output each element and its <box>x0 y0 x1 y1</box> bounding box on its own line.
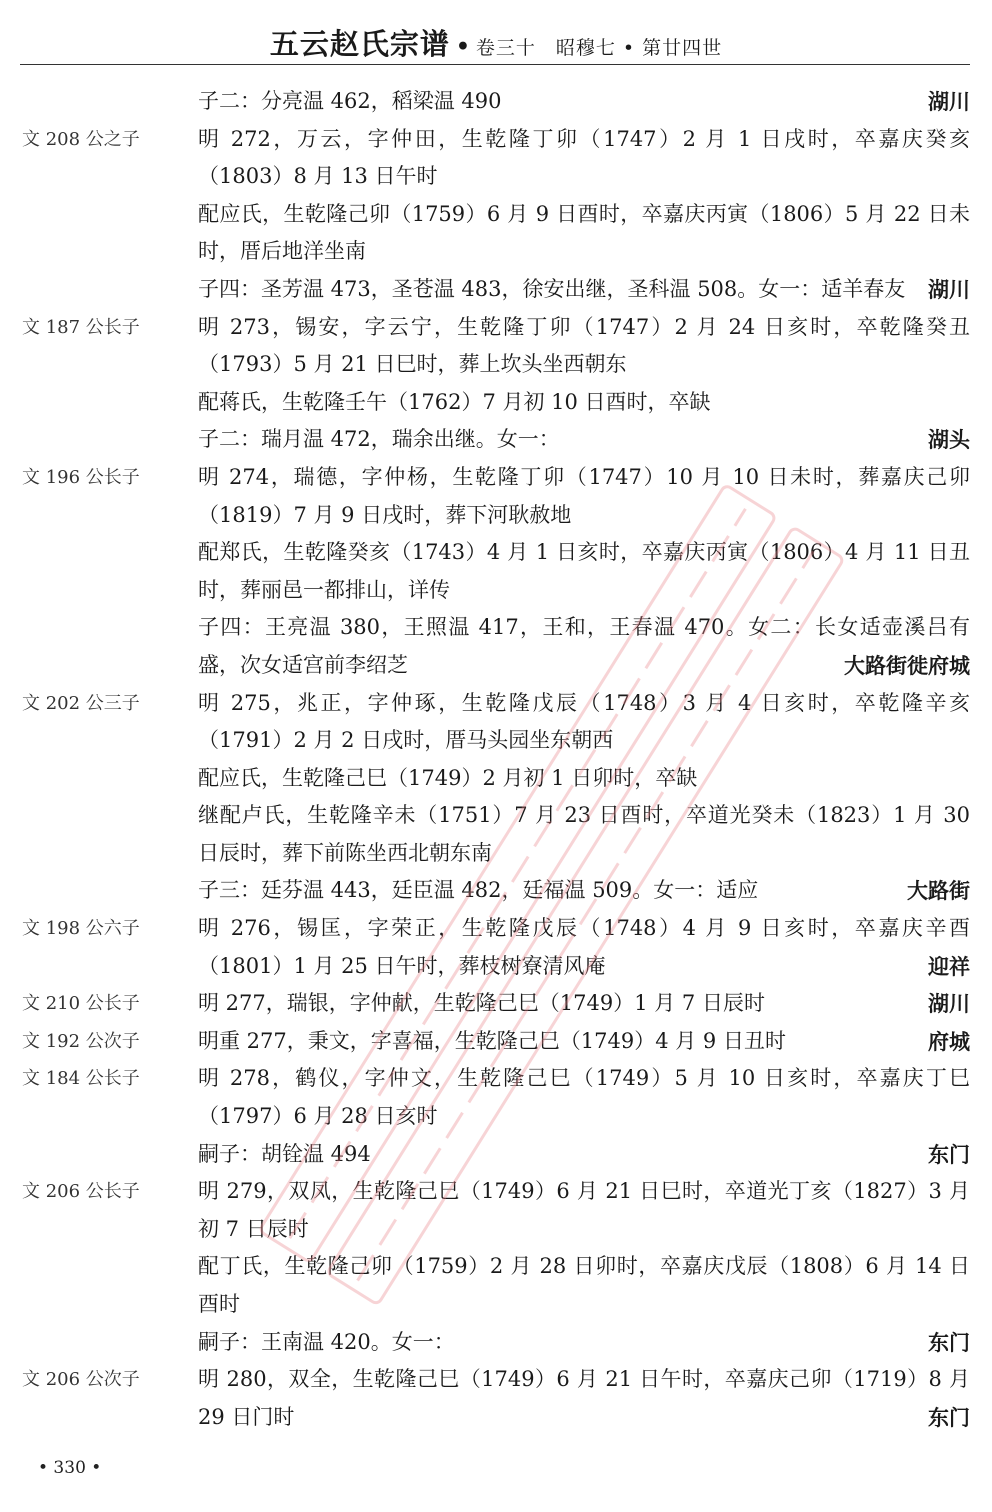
residence-location: 东门 <box>928 1404 970 1430</box>
entry-line <box>0 985 992 1023</box>
entry-line <box>0 685 992 723</box>
entry-line <box>0 760 992 798</box>
entry-text: 明 279，双凤，生乾隆己巳（1749）6 月 21 日巳时，卒道光丁亥（1827）3 月 <box>198 1179 970 1204</box>
entry-line <box>0 233 992 271</box>
book-title: 五云赵氏宗谱 <box>269 27 450 61</box>
entry-line <box>0 1248 992 1286</box>
entry-line <box>0 722 992 760</box>
genealogy-entries <box>0 83 992 1436</box>
entry-text: 继配卢氏，生乾隆辛未（1751）7 月 23 日酉时，卒道光癸未（1823）1 月 30 <box>198 803 970 828</box>
parent-label: 文 206 公长子 <box>22 1181 140 1203</box>
entry-line <box>0 309 992 347</box>
entry-text: 嗣子：王南温 420。女一： <box>198 1329 455 1354</box>
entry-line <box>0 835 992 873</box>
entry-text: 配蒋氏，生乾隆壬午（1762）7 月初 10 日酉时，卒缺 <box>198 389 711 414</box>
entry-text: 配应氏，生乾隆己卯（1759）6 月 9 日酉时，卒嘉庆丙寅（1806）5 月 22 日未 <box>198 201 970 226</box>
entry-line <box>0 1173 992 1211</box>
entry-text: 嗣子：胡铨温 494 <box>198 1141 371 1166</box>
entry-text: 明 274，瑞德，字仲杨，生乾隆丁卯（1747）10 月 10 日未时，葬嘉庆己卯 <box>198 464 970 489</box>
parent-label: 文 187 公长子 <box>22 316 140 338</box>
entry-text: 盛，次女适宫前李绍芝 <box>198 652 408 677</box>
entry-line <box>0 497 992 535</box>
entry-line <box>0 121 992 159</box>
genealogy-entry <box>0 1173 992 1361</box>
entry-text: 明 276，锡匡，字荣正，生乾隆戊辰（1748）4 月 9 日亥时，卒嘉庆辛酉 <box>198 916 970 941</box>
entry-text: （1803）8 月 13 日午时 <box>198 164 438 189</box>
genealogy-entry <box>0 121 992 309</box>
entry-line <box>0 948 992 986</box>
entry-text: （1791）2 月 2 日戌时，厝马头园坐东朝西 <box>198 728 614 753</box>
entry-line <box>0 271 992 309</box>
entry-line <box>0 459 992 497</box>
entry-text: 明 277，瑞银，字仲献，生乾隆己巳（1749）1 月 7 日辰时 <box>198 991 765 1016</box>
genealogy-entry <box>0 459 992 685</box>
entry-line <box>0 1136 992 1174</box>
parent-label: 文 198 公六子 <box>22 918 140 940</box>
entry-text: 子二：分亮温 462，稻梁温 490 <box>198 89 502 113</box>
entry-line <box>0 872 992 910</box>
entry-text: （1797）6 月 28 日亥时 <box>198 1104 438 1129</box>
entry-line <box>0 1286 992 1324</box>
page-header <box>0 22 992 62</box>
entry-line <box>0 1023 992 1061</box>
entry-line <box>0 196 992 234</box>
parent-label: 文 196 公长子 <box>22 466 140 488</box>
entry-line <box>0 1399 992 1437</box>
entry-text: 明 272，万云，字仲田，生乾隆丁卯（1747）2 月 1 日戌时，卒嘉庆癸亥 <box>198 126 970 151</box>
entry-line <box>0 609 992 647</box>
entry-text: 29 日门时 <box>198 1404 295 1429</box>
entry-text: 配丁氏，生乾隆己卯（1759）2 月 28 日卯时，卒嘉庆戊辰（1808）6 月 14 日 <box>198 1254 970 1279</box>
genealogy-entry <box>0 1361 992 1436</box>
genealogy-entry <box>0 685 992 911</box>
entry-text: 时，厝后地洋坐南 <box>198 239 366 264</box>
entry-text: 初 7 日辰时 <box>198 1216 309 1241</box>
entry-text: 明 280，双全，生乾隆己巳（1749）6 月 21 日午时，卒嘉庆己卯（1719）8 月 <box>198 1367 970 1392</box>
entry-line <box>0 910 992 948</box>
entry-text: （1801）1 月 25 日午时，葬枝树寮清风庵 <box>198 953 606 978</box>
parent-label: 文 206 公次子 <box>22 1369 140 1391</box>
genealogy-entry <box>0 83 992 121</box>
entry-text: （1793）5 月 21 日巳时，葬上坎头坐西朝东 <box>198 352 627 377</box>
genealogy-entry <box>0 1060 992 1173</box>
entry-text: 明 273，锡安，字云宁，生乾隆丁卯（1747）2 月 24 日亥时，卒乾隆癸丑 <box>198 314 970 339</box>
entry-line <box>0 647 992 685</box>
residence-location: 湖头 <box>928 427 970 453</box>
residence-location: 湖川 <box>928 89 970 114</box>
entry-line <box>0 1060 992 1098</box>
entry-text: （1819）7 月 9 日戌时，葬下河耿赦地 <box>198 502 572 527</box>
entry-line <box>0 572 992 610</box>
title-separator: • <box>455 34 470 60</box>
entry-text: 明 275，兆正，字仲琢，生乾隆戊辰（1748）3 月 4 日亥时，卒乾隆辛亥 <box>198 690 970 715</box>
entry-line <box>0 158 992 196</box>
entry-text: 子三：廷芬温 443，廷臣温 482，廷福温 509。女一：适应 <box>198 878 759 903</box>
entry-text: 日辰时，葬下前陈坐西北朝东南 <box>198 840 492 865</box>
residence-location: 大路街 <box>907 878 970 904</box>
genealogy-entry <box>0 309 992 459</box>
entry-line <box>0 797 992 835</box>
parent-label: 文 192 公次子 <box>22 1030 140 1052</box>
entry-line <box>0 1361 992 1399</box>
residence-location: 大路街徙府城 <box>844 652 970 678</box>
entry-line <box>0 1211 992 1249</box>
genealogy-entry <box>0 985 992 1023</box>
entry-text: 明 278，鹤仪，字仲文，生乾隆己巳（1749）5 月 10 日亥时，卒嘉庆丁巳 <box>198 1066 970 1091</box>
header-rule <box>20 64 970 65</box>
page-number: • 330 • <box>38 1458 102 1478</box>
volume-subtitle: 卷三十 昭穆七 • 第廿四世 <box>475 37 723 59</box>
entry-text: 子四：王亮温 380，王照温 417，王和，王春温 470。女二：长女适壶溪吕有 <box>198 615 970 640</box>
parent-label: 文 208 公之子 <box>22 128 140 150</box>
parent-label: 文 210 公长子 <box>22 993 140 1015</box>
entry-text: 明重 277，秉文，字喜福，生乾隆己巳（1749）4 月 9 日丑时 <box>198 1028 786 1053</box>
entry-line <box>0 1324 992 1362</box>
entry-text: 配应氏，生乾隆己巳（1749）2 月初 1 日卯时，卒缺 <box>198 765 698 790</box>
genealogy-entry <box>0 910 992 985</box>
entry-text: 酉时 <box>198 1292 240 1316</box>
entry-line <box>0 346 992 384</box>
parent-label: 文 202 公三子 <box>22 692 140 714</box>
entry-text: 时，葬丽邑一都排山，详传 <box>198 577 450 602</box>
entry-line <box>0 1098 992 1136</box>
residence-location: 东门 <box>928 1141 970 1167</box>
residence-location: 东门 <box>928 1329 970 1355</box>
residence-location: 湖川 <box>928 991 970 1017</box>
residence-location: 迎祥 <box>928 953 970 979</box>
entry-text: 子二：瑞月温 472，瑞余出继。女一： <box>198 427 560 452</box>
residence-location: 湖川 <box>928 276 970 302</box>
parent-label: 文 184 公长子 <box>22 1068 140 1090</box>
entry-line <box>0 421 992 459</box>
residence-location: 府城 <box>928 1028 970 1054</box>
entry-line <box>0 83 992 121</box>
entry-line <box>0 534 992 572</box>
genealogy-entry <box>0 1023 992 1061</box>
entry-line <box>0 384 992 422</box>
entry-text: 子四：圣芳温 473，圣苍温 483，徐安出继，圣科温 508。女一：适羊春友 <box>198 276 906 301</box>
entry-text: 配郑氏，生乾隆癸亥（1743）4 月 1 日亥时，卒嘉庆丙寅（1806）4 月 11 日丑 <box>198 540 970 565</box>
